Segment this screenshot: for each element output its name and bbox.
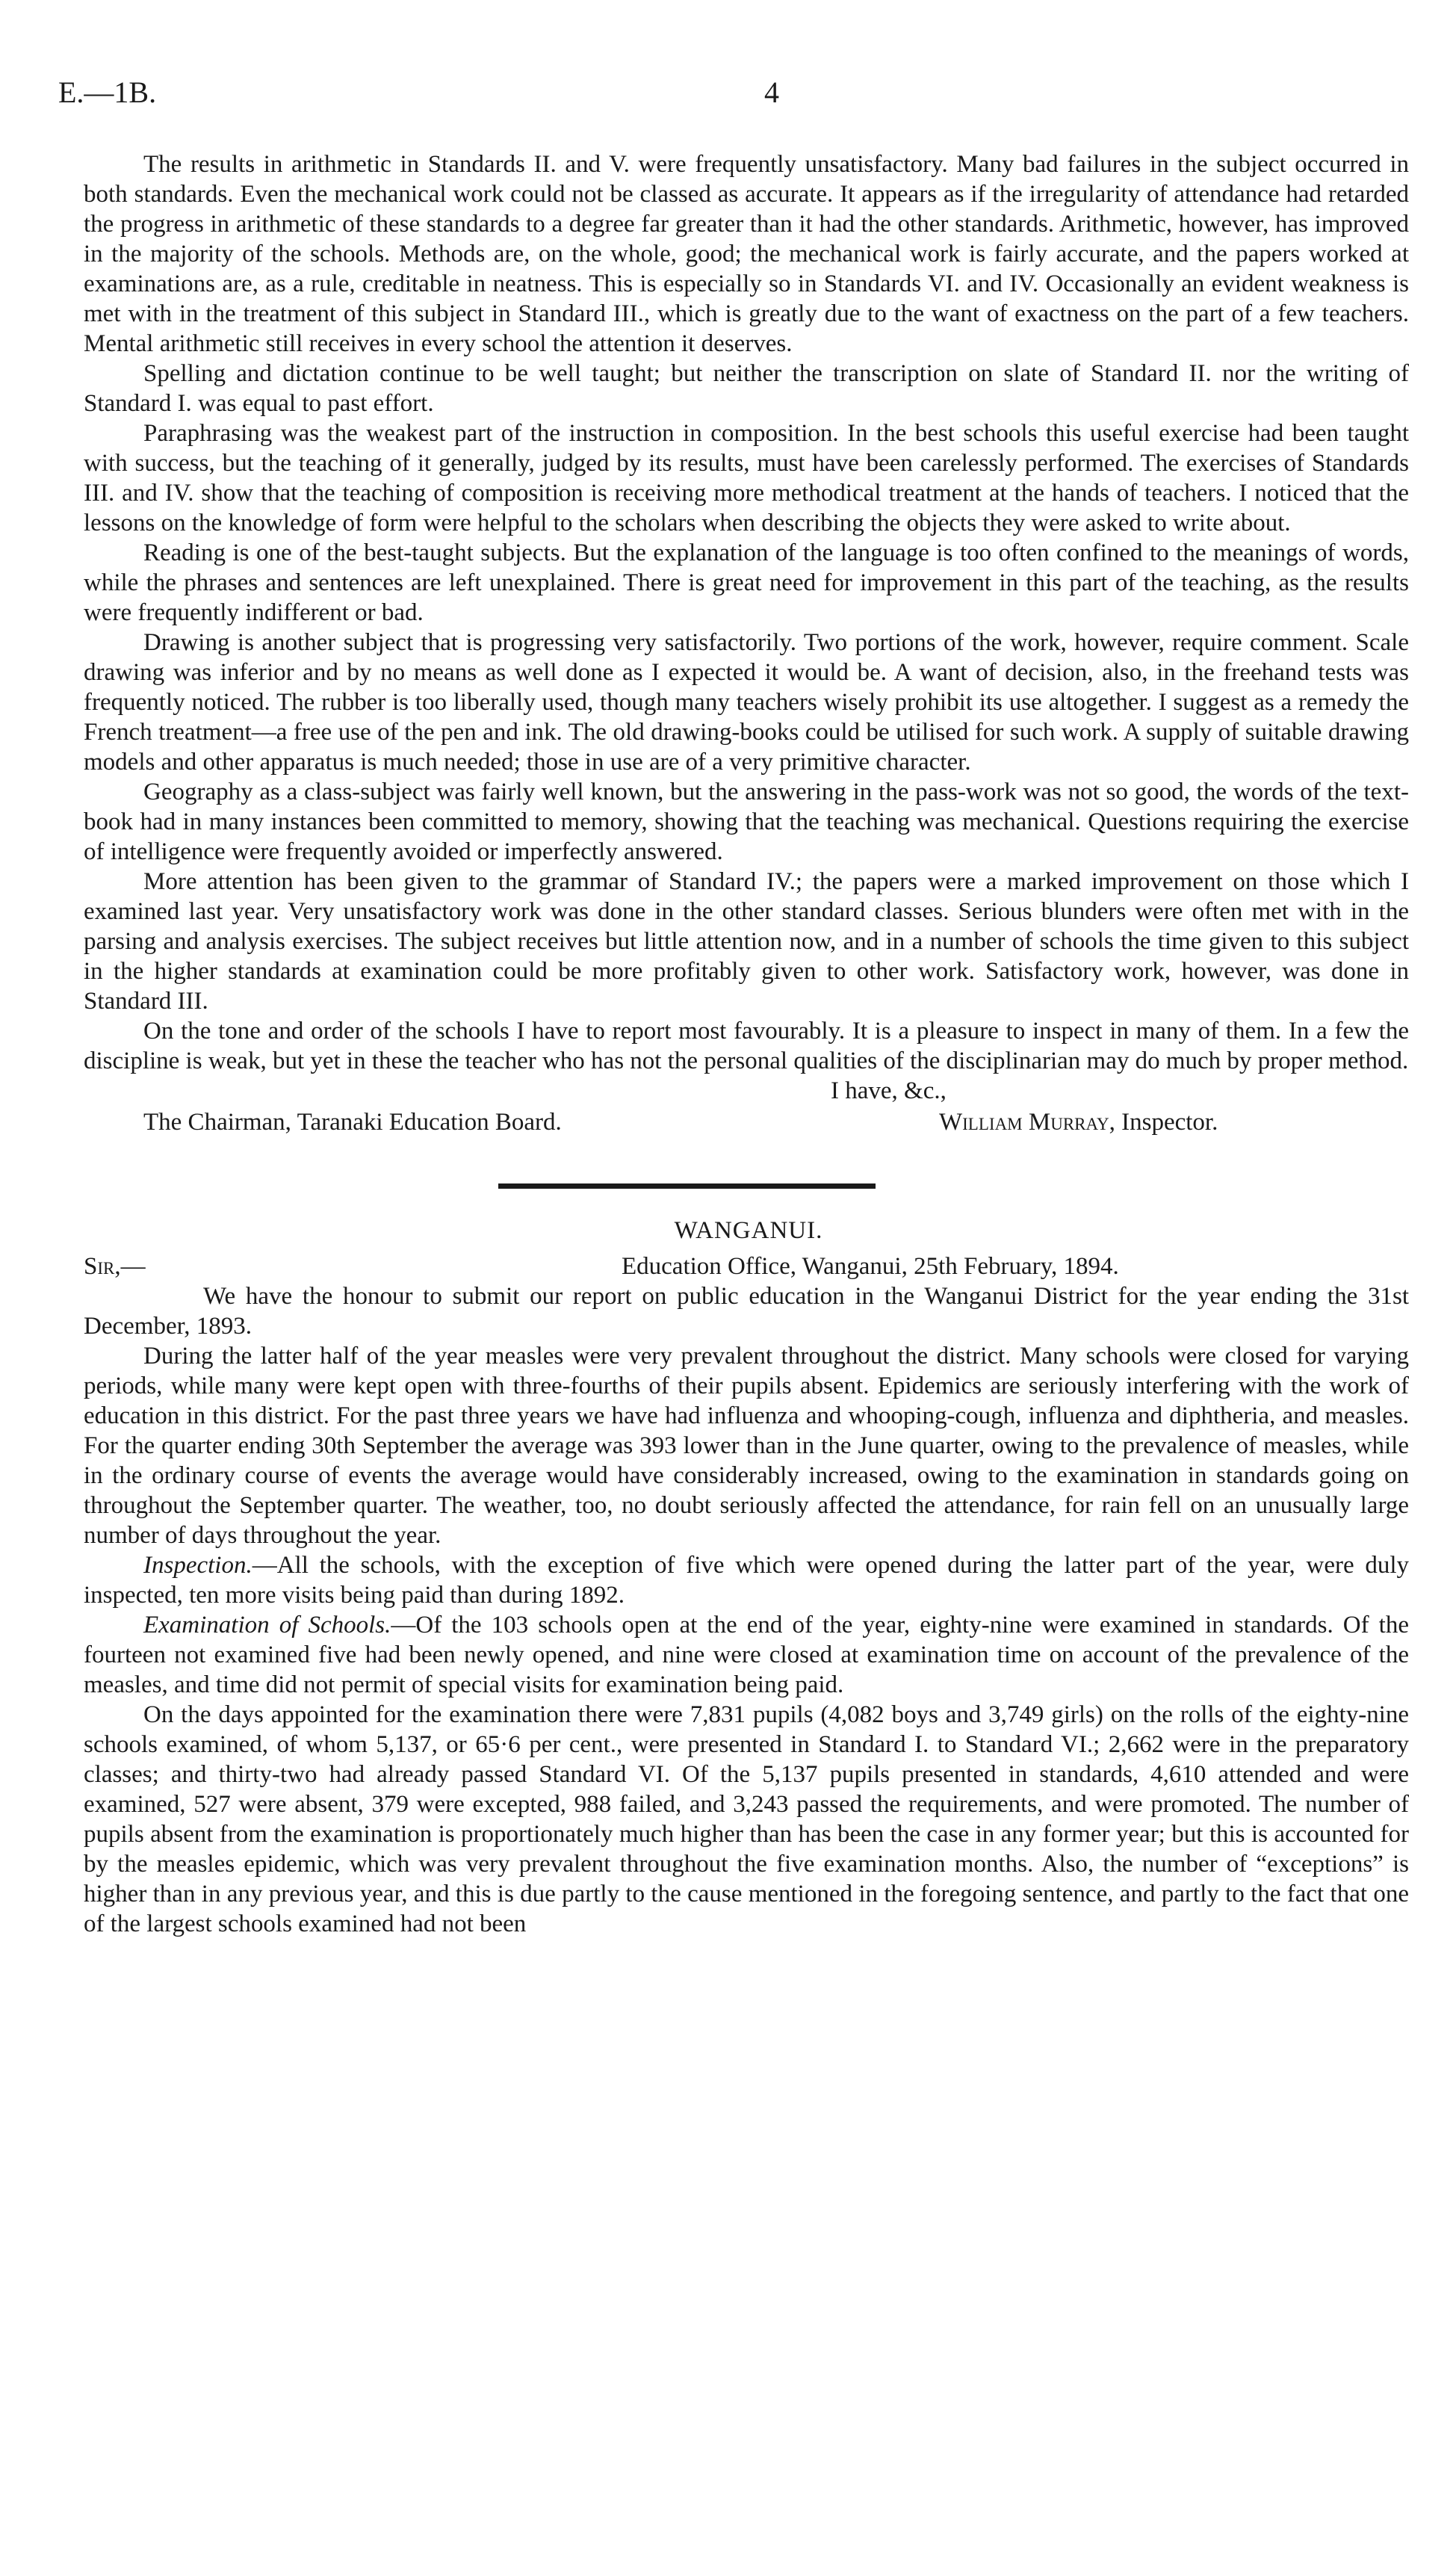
paragraph-tone-order: On the tone and order of the schools I have to report most favourably. It is a pleasure to inspect in many of them. In a few the discipline is weak, but yet in these the teacher who has not the personal qualities of the disciplinarian may do much by proper method. — [84, 1018, 1409, 1074]
paragraph-drawing: Drawing is another subject that is progressing very satisfactorily. Two portions of the work, however, require comment. Scale drawing was inferior and by no means as well done as I expected it would be. A want of decision, also, in the freehand tests was frequently noticed. The rubber is too liberally used, though many teachers wisely prohibit its use altogether. I suggest as a remedy the French treatment—a free use of the pen and ink. The old drawing-books could be utilised for such work. A supply of suitable drawing models and other apparatus is much needed; those in use are of a very primitive character. — [84, 629, 1409, 776]
paragraph-arithmetic: The results in arithmetic in Standards II. and V. were frequently unsatisfactory. Many bad failures in the subject occurred in both standards. Even the mechanical work could not be classed as accurate. It appears as if the irregularity of attendance had retarded the progress in arithmetic of these standards to a degree far greater than it had the other standards. Arithmetic, however, has improved in the majority of the schools. Methods are, on the whole, good; the mechanical work is fairly accurate, and the papers worked at examinations are, as a rule, creditable in neatness. This is especially so in Standards VI. and IV. Occasionally an evident weakness is met with in the treatment of this subject in Standard III., which is greatly due to the want of exactness on the part of a few teachers. Mental arithmetic still receives in every school the attention it deserves. — [84, 151, 1409, 357]
paragraph-measles: During the latter half of the year measles were very prevalent throughout the district. Many schools were closed for varying periods, while many were kept open with three-fourths of their pupils absent. Epidemics are seriously interfering with the work of education in this district. For the past three years we have had influenza and whooping-cough, influenza and diphtheria, and measles. For the quarter ending 30th September the average was 393 lower than in the June quarter, owing to the prevalence of measles, while in the ordinary course of events the average would have considerably increased, owing to the examination in standards going on throughout the September quarter. The weather, too, no doubt seriously affected the attendance, for rain fell on an unusually large number of days throughout the year. — [84, 1343, 1409, 1549]
signatory-title: , Inspector. — [1109, 1109, 1218, 1136]
signoff-line — [84, 1107, 1409, 1140]
paragraph-examination — [84, 1610, 1409, 1700]
examination-heading: Examination of Schools. — [143, 1612, 391, 1639]
page-number: 4 — [764, 75, 779, 109]
paragraph-spelling: Spelling and dictation continue to be well taught; but neither the transcription on slate of Standard II. nor the writing of Standard I. was equal to past effort. — [84, 360, 1409, 417]
body-text — [84, 149, 1409, 1939]
paragraph-composition: Paraphrasing was the weakest part of the instruction in composition. In the best schools this useful exercise had been taught with success, but the teaching of it generally, judged by its results, must have been carelessly performed. The exercises of Standards III. and IV. show that the teaching of composition is receiving more methodical treatment at the hands of teachers. I noticed that the lessons on the knowledge of form were helpful to the scholars when describing the objects they were asked to write about. — [84, 420, 1409, 536]
paragraph-inspection — [84, 1550, 1409, 1610]
closing-salutation-line — [84, 1076, 1409, 1106]
section-title-wanganui: WANGANUI. — [674, 1217, 823, 1244]
closing-salutation: I have, &c., — [831, 1077, 947, 1104]
addressee: The Chairman, Taranaki Education Board. — [143, 1109, 562, 1136]
paragraph-reading: Reading is one of the best-taught subjects. But the explanation of the language is too often confined to the meanings of words, while the phrases and sentences are left unexplained. There is great need for improvement in this part of the teaching, as the results were frequently indifferent or bad. — [84, 539, 1409, 626]
inspection-text: —All the schools, with the exception of five which were opened during the latter part of the year, were duly inspected, ten more visits being paid than during 1892. — [84, 1552, 1409, 1609]
paragraph-geography: Geography as a class-subject was fairly well known, but the answering in the pass-work was not so good, the words of the text-book had in many instances been committed to memory, showing that the teaching was mechanical. Questions requiring the exercise of intelligence were frequently avoided or imperfectly answered. — [84, 779, 1409, 865]
dateline: Education Office, Wanganui, 25th February, 1894. — [622, 1253, 1119, 1280]
salutation-sir: Sir,— — [84, 1253, 146, 1280]
paragraph-examination-results: On the days appointed for the examination there were 7,831 pupils (4,082 boys and 3,749 girls) on the rolls of the eighty-nine schools examined, of whom 5,137, or 65·6 per cent., were presented in Standard I. to Standard VI.; 2,662 were in the preparatory classes; and thirty-two had already passed Standard VI. Of the 5,137 pupils presented in standards, 4,610 attended and were examined, 527 were absent, 379 were excepted, 988 failed, and 3,243 passed the requirements, and were promoted. The number of pupils absent from the examination is proportionately much higher than has been the case in any former year; but this is accounted for by the measles epidemic, which was very prevalent throughout the five examination months. Also, the number of “exceptions” is higher than in any previous year, and this is due partly to the cause mentioned in the foregoing sentence, and partly to the fact that one of the largest schools examined had not been — [84, 1701, 1409, 1937]
section-divider — [498, 1183, 876, 1189]
paragraph-grammar: More attention has been given to the grammar of Standard IV.; the papers were a marked improvement on those which I examined last year. Very unsatisfactory work was done in the other standard classes. Serious blunders were often met with in the parsing and analysis exercises. The subject receives but little attention now, and in a number of schools the time given to this subject in the higher standards at examination could be more profitably given to other work. Satisfactory work, however, was done in Standard III. — [84, 868, 1409, 1015]
salutation-dateline — [84, 1251, 1409, 1281]
inspection-heading: Inspection. — [143, 1552, 253, 1579]
paragraph-wanganui-intro: We have the honour to submit our report on public education in the Wanganui District for the year ending the 31st December, 1893. — [84, 1283, 1409, 1340]
signatory — [939, 1107, 1218, 1137]
examination-text: —Of the 103 schools open at the end of the year, eighty-nine were examined in standards. Of the fourteen not examined five had been newly opened, and nine were closed at examination time on account of the prevalence of the measles, and time did not permit of special visits for examination being paid. — [84, 1612, 1409, 1698]
page-header — [58, 75, 1398, 120]
document-reference: E.—1B. — [58, 75, 157, 109]
signatory-name: William Murray — [939, 1109, 1109, 1136]
